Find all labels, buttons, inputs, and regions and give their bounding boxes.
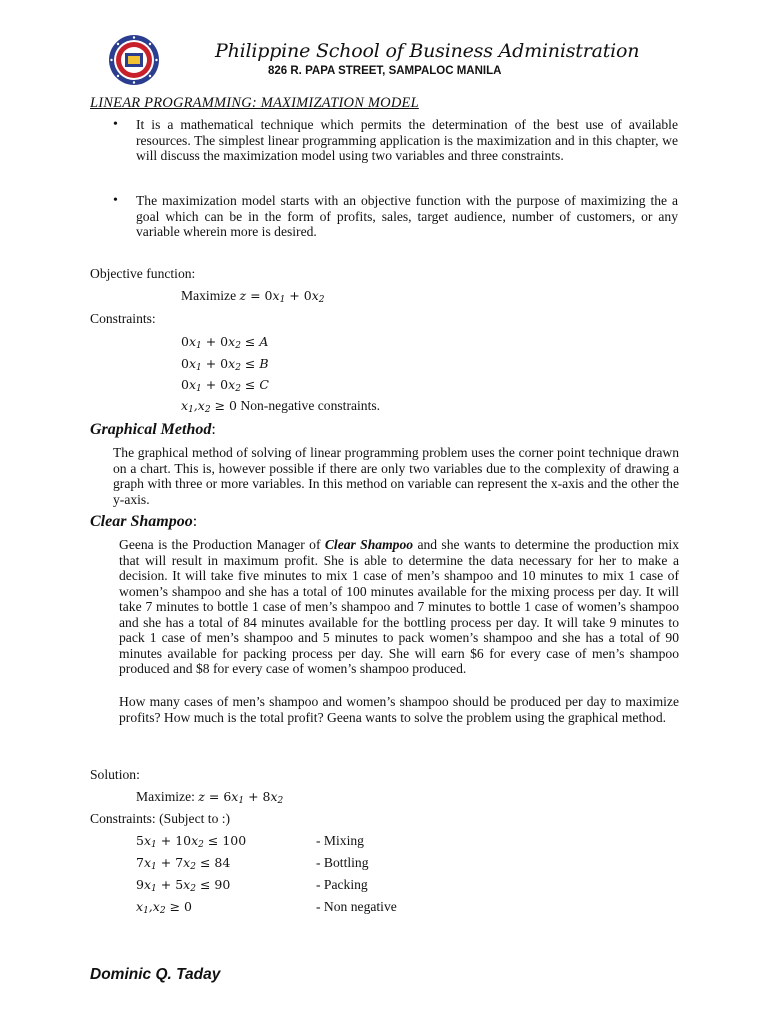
general-constraint-1: $0x_1 + 0x_2 \le A$ [181, 334, 269, 351]
constraint-nonneg: $x_1,x_2 \ge 0$ [136, 899, 192, 916]
coef-b: 7 [175, 855, 184, 870]
coef-b: 10 [175, 833, 192, 848]
constraint-bottling: $7x_1 + 7x_2 \le 84$ [136, 855, 231, 872]
objective-function-equation: Maximize $z = 0x_1 + 0x_2$ [181, 288, 325, 305]
coef-a: 9 [136, 877, 144, 892]
bullet-paragraph-1: It is a mathematical technique which permits the determination of the best use of available resources. The simplest linear programming application is the maximization and in this chapter, we will discuss the maximization model using two variables and three constraints. [136, 117, 678, 163]
graphical-method-heading: Graphical Method: [90, 421, 216, 438]
constraint-note-bottling: - Bottling [316, 855, 369, 870]
constraints-label: Constraints: [90, 311, 156, 326]
solution-objective: Maximize: $z = 6x_1 + 8x_2$ [136, 789, 284, 806]
operator: ≤ [207, 833, 219, 848]
nonneg-note: Non-negative constraints. [240, 398, 381, 413]
constraint-note-nonneg: - Non negative [316, 899, 397, 914]
rhs: 84 [214, 855, 231, 870]
solution-constraints-label: Constraints: (Subject to :) [90, 811, 231, 826]
constraint-rhs: C [259, 377, 269, 392]
constraint-note-packing: - Packing [316, 877, 368, 892]
constraint-rhs: B [259, 356, 269, 371]
graphical-method-text: The graphical method of solving of linear programming problem uses the corner point technique drawn on a chart. This is, however possible if there are only two variables due to the complexity of drawing a graph with three or more variables. In this method on variable can represent the x-axis and the other the y-axis. [113, 445, 679, 507]
general-nonneg-constraint: $x_1,x_2 \ge 0$ Non-negative constraints. [181, 398, 381, 415]
company-name: Clear Shampoo [324, 537, 414, 552]
objective-function-label: Objective function: [90, 266, 196, 281]
constraint-rhs: A [259, 334, 269, 349]
rhs: 90 [214, 877, 231, 892]
constraint-packing: $9x_1 + 5x_2 \le 90$ [136, 877, 231, 894]
maximize-word: Maximize [181, 288, 237, 303]
constraint-mixing: $5x_1 + 10x_2 \le 100$ [136, 833, 247, 850]
coef-b: 5 [175, 877, 184, 892]
general-constraint-2: $0x_1 + 0x_2 \le B$ [181, 356, 269, 373]
solution-label: Solution: [90, 767, 140, 782]
bullet-marker: • [113, 117, 118, 132]
problem-details: and she wants to determine the production mix that will result in maximum profit. She is able to determine the data necessary for her to make a decision. It will take five minutes to mix 1 case of men’s shampoo and 10 minutes to mix 1 case of women’s shampoo and she has a total of 100 minutes available for the mixing process per day. It will take 7 minutes to bottle 1 case of men’s shampoo and 7 minutes to bottle 1 case of women’s shampoo and she has a total of 84 minutes available for the bottling process per day. It will take 9 minutes to pack 1 case of men’s shampoo and 5 minutes to pack women’s shampoo and she has a total of 90 minutes available for packing process per day. She will earn $6 for every case of men’s shampoo produced and $8 for every case of women’s shampoo produced. [119, 537, 679, 676]
school-name: Philippine School of Business Administration [215, 40, 640, 62]
general-constraint-3: $0x_1 + 0x_2 \le C$ [181, 377, 269, 394]
school-address: 826 R. PAPA STREET, SAMPALOC MANILA [268, 65, 502, 77]
school-seal-logo [108, 34, 160, 86]
maximize-label: Maximize: [136, 789, 195, 804]
operator: ≤ [199, 855, 211, 870]
bullet-paragraph-2: The maximization model starts with an objective function with the purpose of maximizing the a goal which can be in the form of profits, sales, target audience, number of customers, or any variable wherein more is desired. [136, 193, 678, 239]
clear-shampoo-question-paragraph: How many cases of men’s shampoo and women’s shampoo should be produced per day to maximize profits? How much is the total profit? Geena wants to solve the problem using the graphical method. [119, 694, 679, 725]
graphical-method-title: Graphical Method [90, 421, 212, 438]
constraint-note-mixing: - Mixing [316, 833, 364, 848]
problem-intro: Geena is the Production Manager of [119, 537, 325, 552]
operator: ≤ [199, 877, 211, 892]
clear-shampoo-heading: Clear Shampoo: [90, 513, 198, 530]
bullet-marker: • [113, 193, 118, 208]
coef-a: 5 [136, 833, 144, 848]
document-title: LINEAR PROGRAMMING: MAXIMIZATION MODEL [90, 95, 419, 111]
clear-shampoo-title: Clear Shampoo [90, 513, 193, 530]
author-name: Dominic Q. Taday [90, 966, 221, 983]
coef-a: 7 [136, 855, 144, 870]
rhs: 100 [222, 833, 247, 848]
clear-shampoo-problem-paragraph [119, 537, 679, 677]
